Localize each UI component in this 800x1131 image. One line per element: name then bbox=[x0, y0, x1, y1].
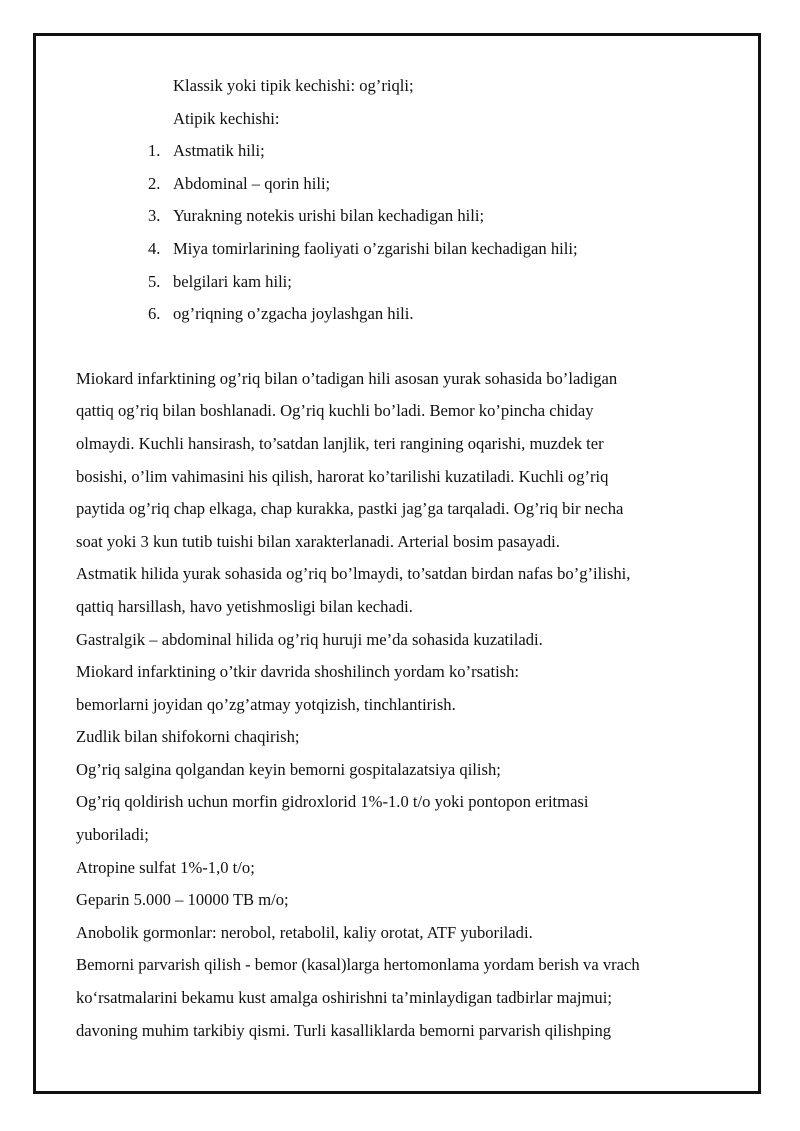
text-line: Miokard infarktining o’tkir davrida shoshilinch yordam ko’rsatish: bbox=[76, 662, 520, 682]
list-text: og’riqning o’zgacha joylashgan hili. bbox=[173, 304, 414, 324]
list-text: Astmatik hili; bbox=[173, 141, 265, 161]
text-line: Og’riq qoldirish uchun morfin gidroxlorid 1%-1.0 t/o yoki pontopon eritmasi bbox=[76, 792, 589, 812]
document-body bbox=[76, 70, 736, 1047]
list-text: Miya tomirlarining faoliyati o’zgarishi bilan kechadigan hili; bbox=[173, 238, 578, 258]
text-line: ko‘rsatmalarini bekamu kust amalga oshirishni ta’minlaydigan tadbirlar majmui; bbox=[76, 988, 612, 1008]
list-item bbox=[76, 168, 736, 201]
text-line: Bemorni parvarish qilish - bemor (kasal)larga hertomonlama yordam berish va vrach bbox=[76, 955, 640, 975]
text-line: davoning muhim tarkibiy qismi. Turli kasalliklarda bemorni parvarish qilishping bbox=[76, 1020, 612, 1040]
list-number: 2. bbox=[148, 173, 161, 193]
text-line: bosishi, o’lim vahimasini his qilish, harorat ko’tarilishi kuzatiladi. Kuchli og’riq bbox=[76, 466, 609, 486]
text-line: Geparin 5.000 – 10000 TB m/o; bbox=[76, 890, 289, 910]
list-text: Abdominal – qorin hili; bbox=[173, 173, 331, 193]
list-number: 1. bbox=[148, 141, 161, 161]
text-line: Gastralgik – abdominal hilida og’riq huruji me’da sohasida kuzatiladi. bbox=[76, 629, 543, 649]
list-number: 6. bbox=[148, 304, 161, 324]
list-item bbox=[76, 135, 736, 168]
list-item bbox=[76, 200, 736, 233]
classic-course-line: Klassik yoki tipik kechishi: og’riqli; bbox=[173, 76, 414, 95]
atypical-forms-list bbox=[76, 135, 736, 331]
atypical-course-line: Atipik kechishi: bbox=[173, 108, 280, 128]
text-line: Astmatik hilida yurak sohasida og’riq bo’lmaydi, to’satdan birdan nafas bo’g’ilishi, bbox=[76, 564, 631, 584]
text-line: yuboriladi; bbox=[76, 825, 149, 845]
text-line: qattiq harsillash, havo yetishmosligi bilan kechadi. bbox=[76, 596, 413, 616]
text-line: Zudlik bilan shifokorni chaqirish; bbox=[76, 727, 300, 747]
text-line: bemorlarni joyidan qo’zg’atmay yotqizish, tinchlantirish. bbox=[76, 694, 456, 714]
text-line: olmaydi. Kuchli hansirash, to’satdan lanjlik, teri rangining oqarishi, muzdek ter bbox=[76, 433, 604, 453]
list-text: belgilari kam hili; bbox=[173, 271, 292, 291]
list-text: Yurakning notekis urishi bilan kechadigan hili; bbox=[173, 206, 485, 226]
text-line: Atropine sulfat 1%-1,0 t/o; bbox=[76, 857, 255, 877]
list-number: 3. bbox=[148, 206, 161, 226]
list-number: 5. bbox=[148, 271, 161, 291]
text-line: paytida og’riq chap elkaga, chap kurakka, pastki jag’ga tarqaladi. Og’riq bir necha bbox=[76, 499, 624, 519]
text-line: qattiq og’riq bilan boshlanadi. Og’riq kuchli bo’ladi. Bemor ko’pincha chiday bbox=[76, 401, 594, 421]
text-line: Og’riq salgina qolgandan keyin bemorni gospitalazatsiya qilish; bbox=[76, 759, 501, 779]
list-item bbox=[76, 233, 736, 266]
paragraph-spacer bbox=[76, 331, 736, 363]
text-line: soat yoki 3 kun tutib tuishi bilan xarakterlanadi. Arterial bosim pasayadi. bbox=[76, 531, 560, 551]
list-number: 4. bbox=[148, 238, 161, 258]
text-line: Miokard infarktining og’riq bilan o’tadigan hili asosan yurak sohasida bo’ladigan bbox=[76, 368, 618, 388]
list-item bbox=[76, 298, 736, 331]
text-line: Anobolik gormonlar: nerobol, retabolil, kaliy orotat, ATF yuboriladi. bbox=[76, 922, 533, 942]
list-item bbox=[76, 266, 736, 299]
